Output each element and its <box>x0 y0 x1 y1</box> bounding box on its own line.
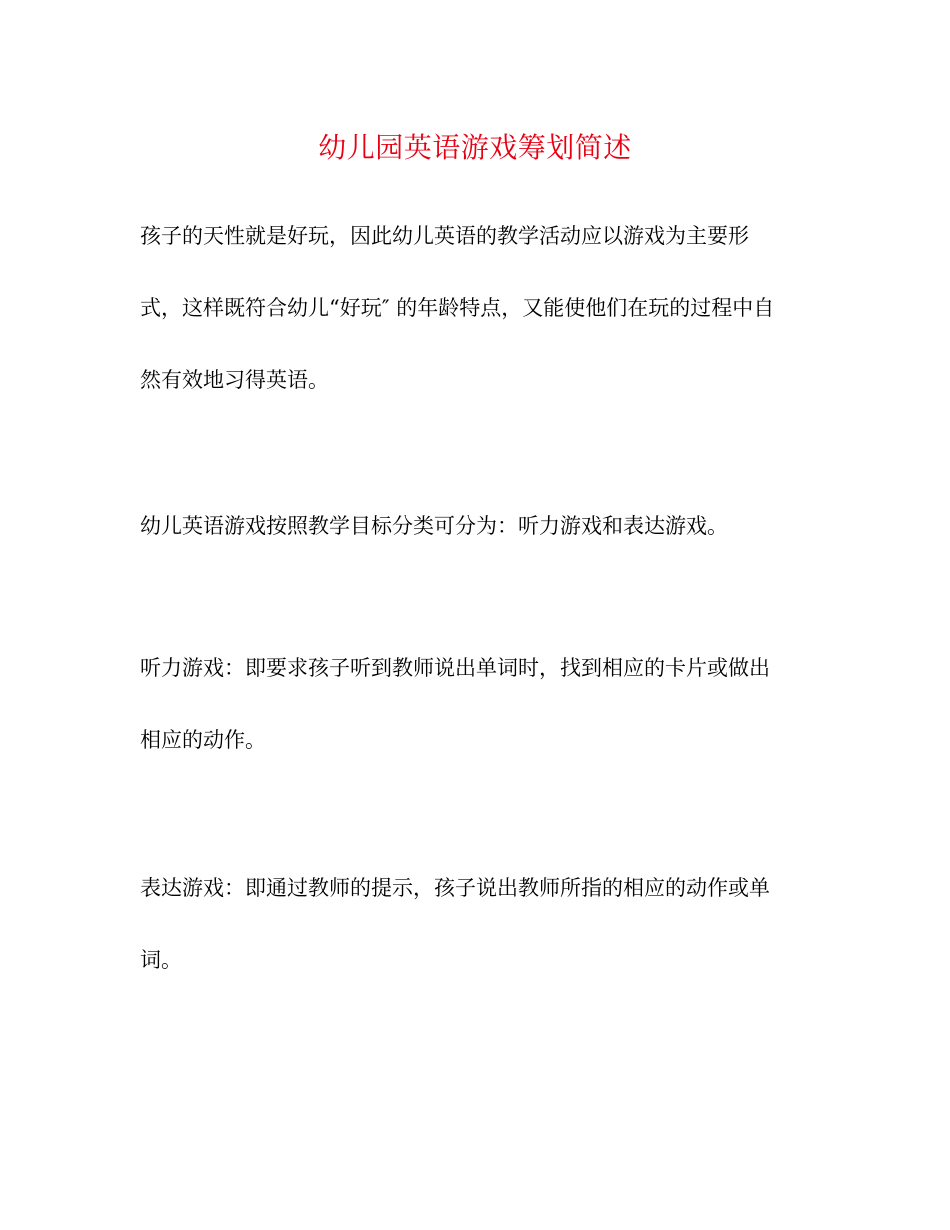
paragraph-line: 孩子的天性就是好玩，因此幼儿英语的教学活动应以游戏为主要形 <box>140 224 749 248</box>
document-title: 幼儿园英语游戏筹划简述 <box>318 131 632 164</box>
paragraph-line: 表达游戏：即通过教师的提示，孩子说出教师所指的相应的动作或单 <box>140 876 770 900</box>
paragraph-line: 然有效地习得英语。 <box>140 368 329 392</box>
paragraph-line: 听力游戏：即要求孩子听到教师说出单词时，找到相应的卡片或做出 <box>140 656 770 680</box>
paragraph-line: 词。 <box>140 948 182 972</box>
paragraph-line: 幼儿英语游戏按照教学目标分类可分为：听力游戏和表达游戏。 <box>140 514 728 538</box>
paragraph-line: 式，这样既符合幼儿“好玩″ 的年龄特点，又能使他们在玩的过程中自 <box>140 296 775 320</box>
paragraph-line: 相应的动作。 <box>140 728 266 752</box>
